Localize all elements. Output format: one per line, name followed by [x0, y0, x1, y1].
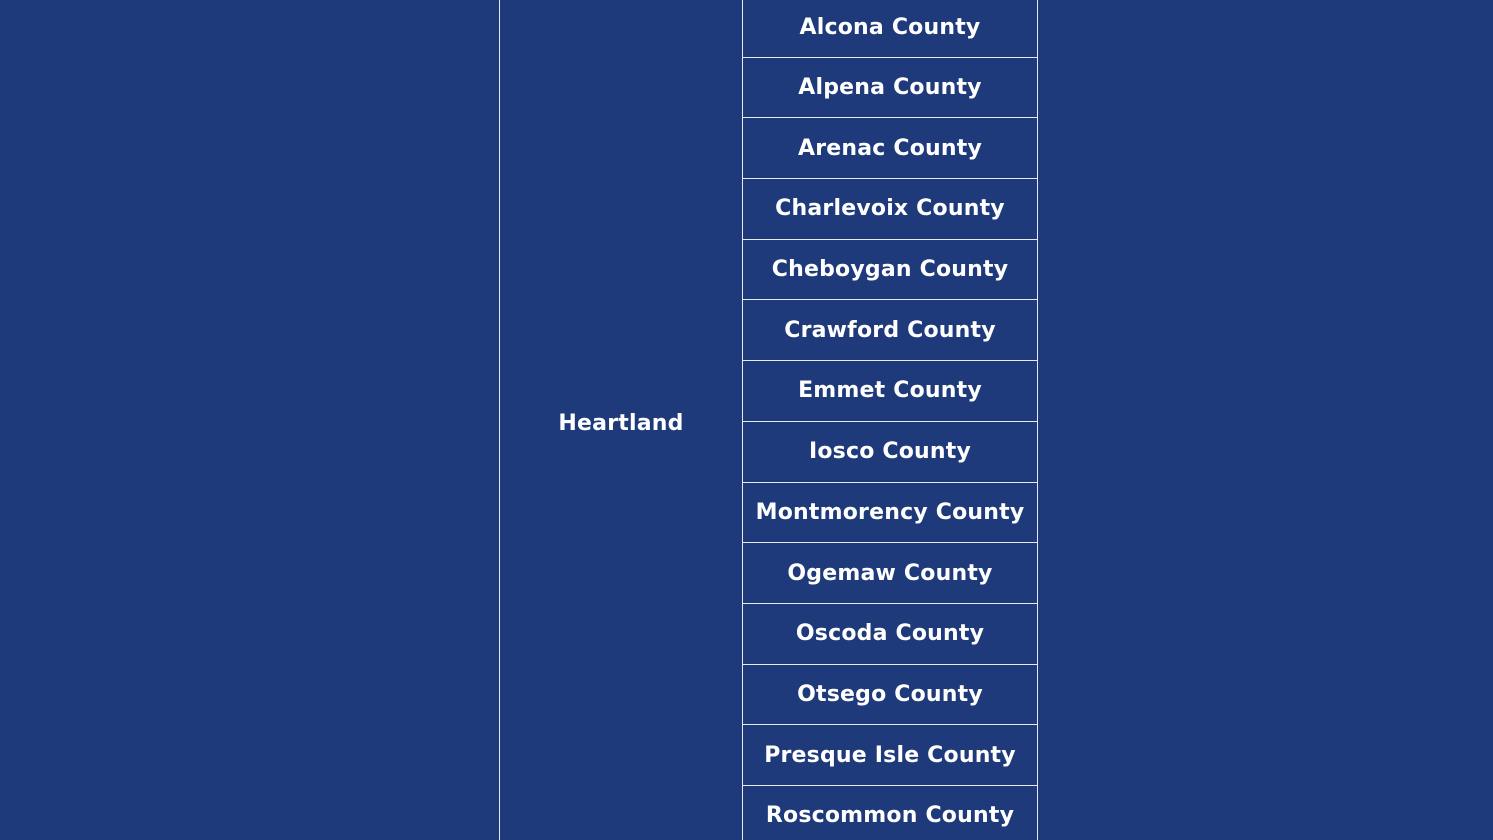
county-cell: Arenac County: [742, 118, 1038, 179]
county-cell: Crawford County: [742, 300, 1038, 361]
county-list: [742, 0, 1038, 840]
county-cell: Ogemaw County: [742, 543, 1038, 604]
county-cell: Oscoda County: [742, 604, 1038, 665]
county-cell: Roscommon County: [742, 786, 1038, 840]
county-cell: Alcona County: [742, 0, 1038, 58]
region-cell: [499, 0, 742, 840]
county-cell: Otsego County: [742, 665, 1038, 726]
county-cell: Presque Isle County: [742, 725, 1038, 786]
county-cell: Charlevoix County: [742, 179, 1038, 240]
county-cell: Emmet County: [742, 361, 1038, 422]
county-cell: Iosco County: [742, 422, 1038, 483]
county-cell: Alpena County: [742, 58, 1038, 119]
county-cell: Cheboygan County: [742, 240, 1038, 301]
county-cell: Montmorency County: [742, 483, 1038, 544]
region-name: Heartland: [558, 410, 684, 436]
